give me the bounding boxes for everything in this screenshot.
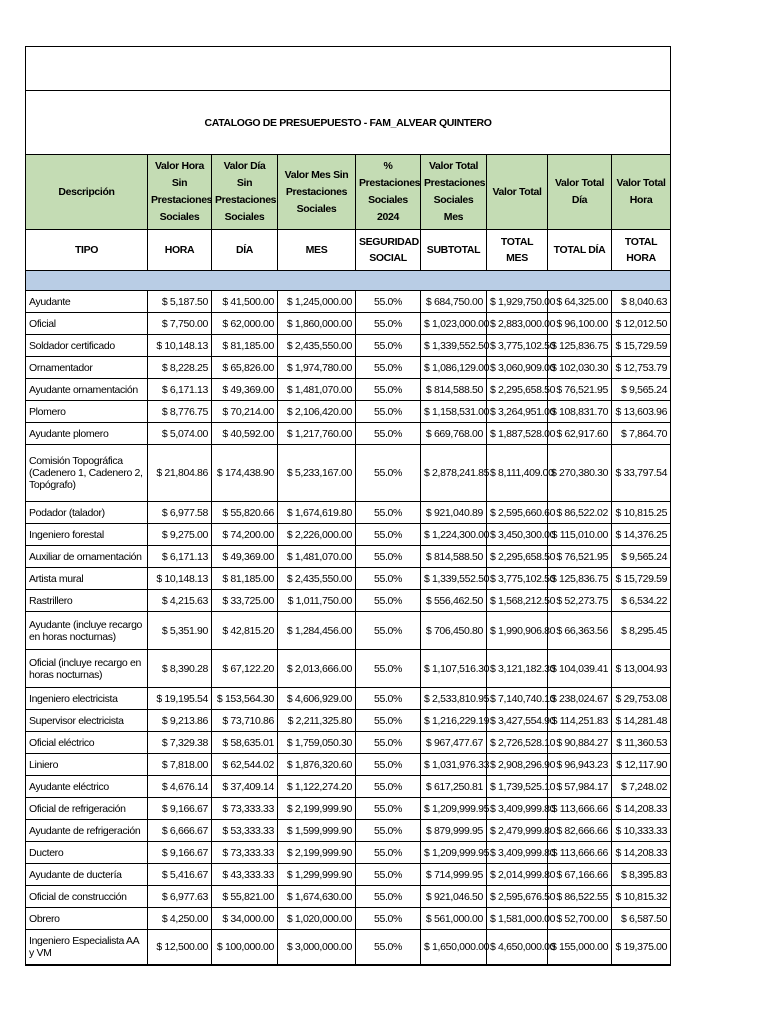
value-cell: $ 10,333.33 <box>612 820 671 842</box>
value-cell: $ 556,462.50 <box>421 590 487 612</box>
table-row <box>26 820 671 842</box>
value-cell: $ 2,106,420.00 <box>278 401 356 423</box>
value-cell: $ 1,224,300.00 <box>421 524 487 546</box>
value-cell: $ 42,815.20 <box>212 612 278 650</box>
value-cell: $ 1,158,531.00 <box>421 401 487 423</box>
value-cell: $ 8,111,409.00 <box>487 445 548 502</box>
value-cell: 55.0% <box>356 568 421 590</box>
value-cell: $ 13,004.93 <box>612 650 671 688</box>
value-cell: $ 5,233,167.00 <box>278 445 356 502</box>
table-row <box>26 864 671 886</box>
value-cell: 55.0% <box>356 754 421 776</box>
value-cell: $ 1,599,999.90 <box>278 820 356 842</box>
value-cell: $ 55,820.66 <box>212 502 278 524</box>
table-row <box>26 445 671 502</box>
value-cell: $ 706,450.80 <box>421 612 487 650</box>
value-cell: $ 7,818.00 <box>148 754 212 776</box>
description-cell: Ayudante de ductería <box>26 864 148 886</box>
value-cell: $ 174,438.90 <box>212 445 278 502</box>
table-row <box>26 291 671 313</box>
value-cell: $ 12,117.90 <box>612 754 671 776</box>
value-cell: $ 14,208.33 <box>612 798 671 820</box>
header-cell: Valor Total Prestaciones Sociales Mes <box>421 155 487 230</box>
value-cell: $ 15,729.59 <box>612 568 671 590</box>
value-cell: $ 73,333.33 <box>212 798 278 820</box>
value-cell: $ 6,666.67 <box>148 820 212 842</box>
value-cell: $ 2,435,550.00 <box>278 568 356 590</box>
table-row <box>26 732 671 754</box>
value-cell: $ 1,339,552.50 <box>421 335 487 357</box>
value-cell: $ 102,030.30 <box>548 357 612 379</box>
value-cell: $ 14,376.25 <box>612 524 671 546</box>
value-cell: $ 714,999.95 <box>421 864 487 886</box>
description-cell: Oficial de refrigeración <box>26 798 148 820</box>
value-cell: 55.0% <box>356 776 421 798</box>
value-cell: 55.0% <box>356 590 421 612</box>
description-cell: Ingeniero electricista <box>26 688 148 710</box>
value-cell: $ 9,565.24 <box>612 379 671 401</box>
value-cell: $ 9,166.67 <box>148 798 212 820</box>
value-cell: $ 921,040.89 <box>421 502 487 524</box>
value-cell: $ 1,209,999.95 <box>421 798 487 820</box>
value-cell: $ 6,977.63 <box>148 886 212 908</box>
value-cell: $ 3,775,102.50 <box>487 335 548 357</box>
value-cell: $ 6,534.22 <box>612 590 671 612</box>
table-row <box>26 313 671 335</box>
description-cell: Obrero <box>26 908 148 930</box>
value-cell: $ 1,759,050.30 <box>278 732 356 754</box>
value-cell: $ 2,479,999.80 <box>487 820 548 842</box>
value-cell: $ 6,171.13 <box>148 546 212 568</box>
value-cell: $ 86,522.55 <box>548 886 612 908</box>
value-cell: $ 67,166.66 <box>548 864 612 886</box>
value-cell: $ 1,674,619.80 <box>278 502 356 524</box>
value-cell: $ 4,606,929.00 <box>278 688 356 710</box>
subheader-cell: TOTAL DÍA <box>548 230 612 271</box>
separator-cell <box>26 271 671 291</box>
value-cell: $ 1,020,000.00 <box>278 908 356 930</box>
table-row <box>26 930 671 966</box>
description-cell: Ayudante <box>26 291 148 313</box>
header-cell: Valor Total Hora <box>612 155 671 230</box>
value-cell: $ 2,199,999.90 <box>278 798 356 820</box>
subheader-cell: MES <box>278 230 356 271</box>
value-cell: $ 96,943.23 <box>548 754 612 776</box>
value-cell: $ 43,333.33 <box>212 864 278 886</box>
value-cell: $ 4,250.00 <box>148 908 212 930</box>
value-cell: $ 3,409,999.80 <box>487 842 548 864</box>
header-cell: Valor Mes Sin Prestaciones Sociales <box>278 155 356 230</box>
value-cell: $ 2,726,528.10 <box>487 732 548 754</box>
value-cell: $ 9,275.00 <box>148 524 212 546</box>
description-cell: Ayudante ornamentación <box>26 379 148 401</box>
value-cell: 55.0% <box>356 445 421 502</box>
value-cell: $ 8,228.25 <box>148 357 212 379</box>
value-cell: $ 125,836.75 <box>548 335 612 357</box>
value-cell: $ 3,409,999.80 <box>487 798 548 820</box>
value-cell: $ 2,533,810.95 <box>421 688 487 710</box>
description-cell: Oficial <box>26 313 148 335</box>
budget-table <box>25 46 671 966</box>
value-cell: $ 67,122.20 <box>212 650 278 688</box>
value-cell: $ 66,363.56 <box>548 612 612 650</box>
description-cell: Oficial (incluye recargo en horas nocturnas) <box>26 650 148 688</box>
value-cell: $ 74,200.00 <box>212 524 278 546</box>
value-cell: $ 65,826.00 <box>212 357 278 379</box>
value-cell: $ 3,121,182.30 <box>487 650 548 688</box>
value-cell: $ 4,676.14 <box>148 776 212 798</box>
description-cell: Supervisor electricista <box>26 710 148 732</box>
value-cell: $ 125,836.75 <box>548 568 612 590</box>
table-row <box>26 590 671 612</box>
subheader-cell: SUBTOTAL <box>421 230 487 271</box>
title-row <box>26 91 671 155</box>
description-cell: Liniero <box>26 754 148 776</box>
header-cell: Valor Día Sin Prestaciones Sociales <box>212 155 278 230</box>
value-cell: $ 86,522.02 <box>548 502 612 524</box>
value-cell: $ 6,171.13 <box>148 379 212 401</box>
table-row <box>26 401 671 423</box>
value-cell: $ 7,864.70 <box>612 423 671 445</box>
value-cell: $ 114,251.83 <box>548 710 612 732</box>
table-row <box>26 423 671 445</box>
value-cell: $ 15,729.59 <box>612 335 671 357</box>
value-cell: 55.0% <box>356 710 421 732</box>
value-cell: $ 12,012.50 <box>612 313 671 335</box>
description-cell: Ayudante eléctrico <box>26 776 148 798</box>
value-cell: $ 8,295.45 <box>612 612 671 650</box>
value-cell: $ 57,984.17 <box>548 776 612 798</box>
value-cell: $ 669,768.00 <box>421 423 487 445</box>
value-cell: $ 11,360.53 <box>612 732 671 754</box>
value-cell: 55.0% <box>356 291 421 313</box>
value-cell: $ 12,753.79 <box>612 357 671 379</box>
value-cell: $ 19,195.54 <box>148 688 212 710</box>
value-cell: $ 1,974,780.00 <box>278 357 356 379</box>
value-cell: $ 76,521.95 <box>548 379 612 401</box>
value-cell: $ 1,929,750.00 <box>487 291 548 313</box>
value-cell: 55.0% <box>356 930 421 966</box>
table-row <box>26 776 671 798</box>
description-cell: Auxiliar de ornamentación <box>26 546 148 568</box>
value-cell: $ 2,908,296.90 <box>487 754 548 776</box>
value-cell: $ 1,339,552.50 <box>421 568 487 590</box>
value-cell: $ 2,226,000.00 <box>278 524 356 546</box>
subheader-cell: SEGURIDAD SOCIAL <box>356 230 421 271</box>
description-cell: Plomero <box>26 401 148 423</box>
value-cell: $ 9,213.86 <box>148 710 212 732</box>
value-cell: $ 3,060,909.00 <box>487 357 548 379</box>
value-cell: $ 52,700.00 <box>548 908 612 930</box>
value-cell: $ 55,821.00 <box>212 886 278 908</box>
value-cell: 55.0% <box>356 842 421 864</box>
value-cell: $ 2,295,658.50 <box>487 546 548 568</box>
header-cell: Descripción <box>26 155 148 230</box>
value-cell: $ 8,390.28 <box>148 650 212 688</box>
value-cell: $ 52,273.75 <box>548 590 612 612</box>
value-cell: $ 10,148.13 <box>148 335 212 357</box>
value-cell: $ 7,248.02 <box>612 776 671 798</box>
value-cell: $ 684,750.00 <box>421 291 487 313</box>
value-cell: $ 34,000.00 <box>212 908 278 930</box>
description-cell: Oficial eléctrico <box>26 732 148 754</box>
table-row <box>26 612 671 650</box>
value-cell: $ 14,281.48 <box>612 710 671 732</box>
value-cell: $ 21,804.86 <box>148 445 212 502</box>
description-cell: Comisión Topográfica (Cadenero 1, Cadenero 2, Topógrafo) <box>26 445 148 502</box>
value-cell: $ 1,023,000.00 <box>421 313 487 335</box>
value-cell: $ 1,217,760.00 <box>278 423 356 445</box>
value-cell: $ 921,046.50 <box>421 886 487 908</box>
description-cell: Soldador certificado <box>26 335 148 357</box>
value-cell: 55.0% <box>356 502 421 524</box>
value-cell: $ 6,977.58 <box>148 502 212 524</box>
value-cell: $ 1,860,000.00 <box>278 313 356 335</box>
value-cell: 55.0% <box>356 908 421 930</box>
value-cell: $ 62,000.00 <box>212 313 278 335</box>
value-cell: $ 1,674,630.00 <box>278 886 356 908</box>
value-cell: $ 113,666.66 <box>548 842 612 864</box>
value-cell: $ 4,650,000.00 <box>487 930 548 966</box>
table-row <box>26 546 671 568</box>
value-cell: $ 8,040.63 <box>612 291 671 313</box>
value-cell: $ 3,775,102.50 <box>487 568 548 590</box>
subheader-cell: HORA <box>148 230 212 271</box>
value-cell: $ 33,725.00 <box>212 590 278 612</box>
value-cell: $ 3,264,951.00 <box>487 401 548 423</box>
table-row <box>26 842 671 864</box>
value-cell: $ 100,000.00 <box>212 930 278 966</box>
value-cell: $ 1,739,525.10 <box>487 776 548 798</box>
value-cell: $ 33,797.54 <box>612 445 671 502</box>
value-cell: $ 1,887,528.00 <box>487 423 548 445</box>
value-cell: $ 5,074.00 <box>148 423 212 445</box>
value-cell: $ 1,086,129.00 <box>421 357 487 379</box>
value-cell: $ 155,000.00 <box>548 930 612 966</box>
table-row <box>26 524 671 546</box>
value-cell: $ 53,333.33 <box>212 820 278 842</box>
table-row <box>26 908 671 930</box>
header-cell: Valor Total Día <box>548 155 612 230</box>
value-cell: 55.0% <box>356 335 421 357</box>
value-cell: $ 10,815.32 <box>612 886 671 908</box>
value-cell: $ 153,564.30 <box>212 688 278 710</box>
value-cell: 55.0% <box>356 886 421 908</box>
value-cell: $ 29,753.08 <box>612 688 671 710</box>
value-cell: $ 5,187.50 <box>148 291 212 313</box>
sheet-title: CATALOGO DE PRESUEPUESTO - FAM_ALVEAR QUINTERO <box>26 91 671 155</box>
value-cell: $ 76,521.95 <box>548 546 612 568</box>
value-cell: 55.0% <box>356 650 421 688</box>
table-row <box>26 379 671 401</box>
value-cell: $ 10,815.25 <box>612 502 671 524</box>
value-cell: $ 1,011,750.00 <box>278 590 356 612</box>
value-cell: 55.0% <box>356 524 421 546</box>
subheader-cell: DÍA <box>212 230 278 271</box>
value-cell: $ 6,587.50 <box>612 908 671 930</box>
description-cell: Oficial de construcción <box>26 886 148 908</box>
description-cell: Ingeniero Especialista AA y VM <box>26 930 148 966</box>
value-cell: 55.0% <box>356 357 421 379</box>
value-cell: $ 12,500.00 <box>148 930 212 966</box>
value-cell: $ 3,427,554.90 <box>487 710 548 732</box>
value-cell: $ 1,209,999.95 <box>421 842 487 864</box>
value-cell: $ 238,024.67 <box>548 688 612 710</box>
value-cell: $ 81,185.00 <box>212 335 278 357</box>
value-cell: $ 3,450,300.00 <box>487 524 548 546</box>
value-cell: $ 2,295,658.50 <box>487 379 548 401</box>
value-cell: $ 104,039.41 <box>548 650 612 688</box>
value-cell: $ 1,481,070.00 <box>278 546 356 568</box>
table-row <box>26 798 671 820</box>
value-cell: $ 2,883,000.00 <box>487 313 548 335</box>
table-row <box>26 710 671 732</box>
value-cell: $ 2,595,676.50 <box>487 886 548 908</box>
description-cell: Ayudante de refrigeración <box>26 820 148 842</box>
value-cell: 55.0% <box>356 798 421 820</box>
value-cell: $ 1,581,000.00 <box>487 908 548 930</box>
value-cell: 55.0% <box>356 313 421 335</box>
value-cell: $ 3,000,000.00 <box>278 930 356 966</box>
table-row <box>26 568 671 590</box>
value-cell: $ 9,166.67 <box>148 842 212 864</box>
description-cell: Ayudante plomero <box>26 423 148 445</box>
value-cell: 55.0% <box>356 423 421 445</box>
value-cell: $ 64,325.00 <box>548 291 612 313</box>
value-cell: $ 561,000.00 <box>421 908 487 930</box>
value-cell: $ 37,409.14 <box>212 776 278 798</box>
table-row <box>26 357 671 379</box>
value-cell: $ 19,375.00 <box>612 930 671 966</box>
blank-cell <box>26 47 671 91</box>
value-cell: $ 1,216,229.19 <box>421 710 487 732</box>
value-cell: 55.0% <box>356 379 421 401</box>
value-cell: $ 113,666.66 <box>548 798 612 820</box>
description-cell: Rastrillero <box>26 590 148 612</box>
value-cell: $ 617,250.81 <box>421 776 487 798</box>
table-row <box>26 502 671 524</box>
value-cell: $ 967,477.67 <box>421 732 487 754</box>
value-cell: $ 2,014,999.80 <box>487 864 548 886</box>
value-cell: $ 2,199,999.90 <box>278 842 356 864</box>
value-cell: $ 2,211,325.80 <box>278 710 356 732</box>
value-cell: $ 73,333.33 <box>212 842 278 864</box>
blank-row <box>26 47 671 91</box>
value-cell: $ 7,750.00 <box>148 313 212 335</box>
value-cell: 55.0% <box>356 820 421 842</box>
table-row <box>26 688 671 710</box>
value-cell: $ 1,299,999.90 <box>278 864 356 886</box>
description-cell: Artista mural <box>26 568 148 590</box>
budget-sheet <box>25 46 670 966</box>
value-cell: $ 82,666.66 <box>548 820 612 842</box>
value-cell: $ 2,595,660.60 <box>487 502 548 524</box>
header-row <box>26 155 671 230</box>
description-cell: Ornamentador <box>26 357 148 379</box>
description-cell: Ayudante (incluye recargo en horas nocturnas) <box>26 612 148 650</box>
value-cell: $ 7,140,740.10 <box>487 688 548 710</box>
value-cell: $ 2,435,550.00 <box>278 335 356 357</box>
value-cell: $ 13,603.96 <box>612 401 671 423</box>
value-cell: $ 1,568,212.50 <box>487 590 548 612</box>
value-cell: $ 73,710.86 <box>212 710 278 732</box>
table-row <box>26 886 671 908</box>
value-cell: 55.0% <box>356 864 421 886</box>
value-cell: $ 1,876,320.60 <box>278 754 356 776</box>
value-cell: $ 96,100.00 <box>548 313 612 335</box>
value-cell: $ 14,208.33 <box>612 842 671 864</box>
value-cell: $ 4,215.63 <box>148 590 212 612</box>
value-cell: $ 108,831.70 <box>548 401 612 423</box>
value-cell: $ 5,351.90 <box>148 612 212 650</box>
value-cell: $ 1,284,456.00 <box>278 612 356 650</box>
header-cell: % Prestaciones Sociales 2024 <box>356 155 421 230</box>
value-cell: $ 70,214.00 <box>212 401 278 423</box>
description-cell: Ductero <box>26 842 148 864</box>
value-cell: $ 81,185.00 <box>212 568 278 590</box>
value-cell: $ 5,416.67 <box>148 864 212 886</box>
separator-band <box>26 271 671 291</box>
value-cell: $ 1,245,000.00 <box>278 291 356 313</box>
value-cell: $ 814,588.50 <box>421 379 487 401</box>
value-cell: 55.0% <box>356 688 421 710</box>
value-cell: $ 41,500.00 <box>212 291 278 313</box>
value-cell: $ 2,878,241.85 <box>421 445 487 502</box>
value-cell: $ 10,148.13 <box>148 568 212 590</box>
table-row <box>26 754 671 776</box>
value-cell: $ 879,999.95 <box>421 820 487 842</box>
value-cell: $ 2,013,666.00 <box>278 650 356 688</box>
value-cell: $ 1,990,906.80 <box>487 612 548 650</box>
value-cell: $ 49,369.00 <box>212 379 278 401</box>
value-cell: $ 62,544.02 <box>212 754 278 776</box>
value-cell: 55.0% <box>356 732 421 754</box>
value-cell: $ 8,776.75 <box>148 401 212 423</box>
table-row <box>26 650 671 688</box>
value-cell: $ 49,369.00 <box>212 546 278 568</box>
subheader-row <box>26 230 671 271</box>
value-cell: $ 90,884.27 <box>548 732 612 754</box>
value-cell: $ 62,917.60 <box>548 423 612 445</box>
table-row <box>26 335 671 357</box>
value-cell: $ 1,481,070.00 <box>278 379 356 401</box>
value-cell: $ 1,650,000.00 <box>421 930 487 966</box>
value-cell: $ 9,565.24 <box>612 546 671 568</box>
value-cell: $ 7,329.38 <box>148 732 212 754</box>
header-cell: Valor Total <box>487 155 548 230</box>
value-cell: $ 58,635.01 <box>212 732 278 754</box>
description-cell: Ingeniero forestal <box>26 524 148 546</box>
value-cell: $ 115,010.00 <box>548 524 612 546</box>
value-cell: $ 1,107,516.30 <box>421 650 487 688</box>
value-cell: $ 1,122,274.20 <box>278 776 356 798</box>
value-cell: 55.0% <box>356 401 421 423</box>
value-cell: $ 40,592.00 <box>212 423 278 445</box>
value-cell: 55.0% <box>356 546 421 568</box>
subheader-cell: TIPO <box>26 230 148 271</box>
value-cell: $ 814,588.50 <box>421 546 487 568</box>
description-cell: Podador (talador) <box>26 502 148 524</box>
value-cell: $ 1,031,976.33 <box>421 754 487 776</box>
header-cell: Valor Hora Sin Prestaciones Sociales <box>148 155 212 230</box>
subheader-cell: TOTAL MES <box>487 230 548 271</box>
value-cell: 55.0% <box>356 612 421 650</box>
value-cell: $ 270,380.30 <box>548 445 612 502</box>
value-cell: $ 8,395.83 <box>612 864 671 886</box>
subheader-cell: TOTAL HORA <box>612 230 671 271</box>
